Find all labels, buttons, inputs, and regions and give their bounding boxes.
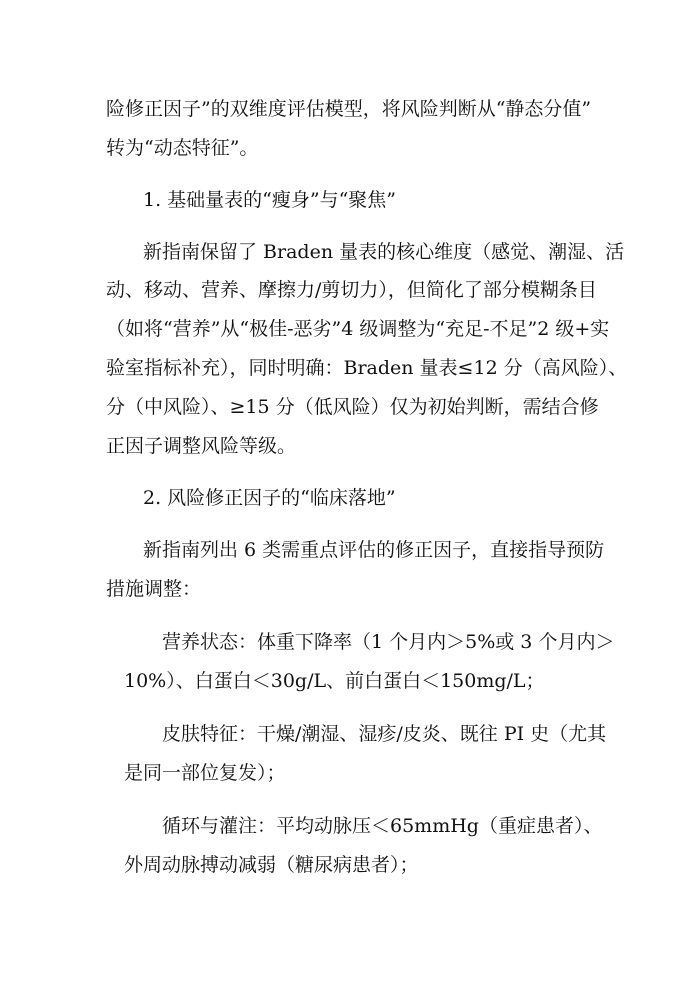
paragraph-line: （如将“营养”从“极佳-恶劣”4 级调整为“充足-不足”2 级+实: [106, 318, 610, 340]
paragraph-line: 新指南保留了 Braden 量表的核心维度（感觉、潮湿、活: [143, 241, 625, 263]
list-item-line: 外周动脉搏动减弱（糖尿病患者）；: [124, 854, 419, 876]
paragraph-line: 验室指标补充），同时明确：Braden 量表≤12 分（高风险）、: [106, 357, 628, 379]
list-item-line: 是同一部位复发）；: [124, 762, 286, 784]
list-item-line: 10%）、白蛋白＜30g/L、前白蛋白＜150mg/L；: [124, 670, 545, 692]
list-item-line: 营养状态：体重下降率（1 个月内＞5%或 3 个月内＞: [162, 631, 615, 653]
paragraph-line: 新指南列出 6 类需重点评估的修正因子，直接指导预防: [143, 539, 605, 561]
section-heading: 1. 基础量表的“瘦身”与“聚焦”: [143, 189, 397, 211]
paragraph-line: 措施调整：: [106, 578, 202, 600]
paragraph-line: 动、移动、营养、摩擦力/剪切力），但简化了部分模糊条目: [106, 279, 597, 301]
list-item-line: 皮肤特征：干燥/潮湿、湿疹/皮炎、既往 PI 史（尤其: [162, 723, 607, 745]
list-item-line: 循环与灌注：平均动脉压＜65mmHg（重症患者）、: [162, 815, 603, 837]
section-heading: 2. 风险修正因子的“临床落地”: [143, 487, 396, 509]
intro-text-line: 险修正因子”的双维度评估模型，将风险判断从“静态分值”: [106, 98, 592, 120]
paragraph-line: 正因子调整风险等级。: [106, 435, 297, 457]
intro-text-line: 转为“动态特征”。: [106, 137, 259, 159]
paragraph-line: 分（中风险）、≥15 分（低风险）仅为初始判断，需结合修: [106, 396, 599, 418]
